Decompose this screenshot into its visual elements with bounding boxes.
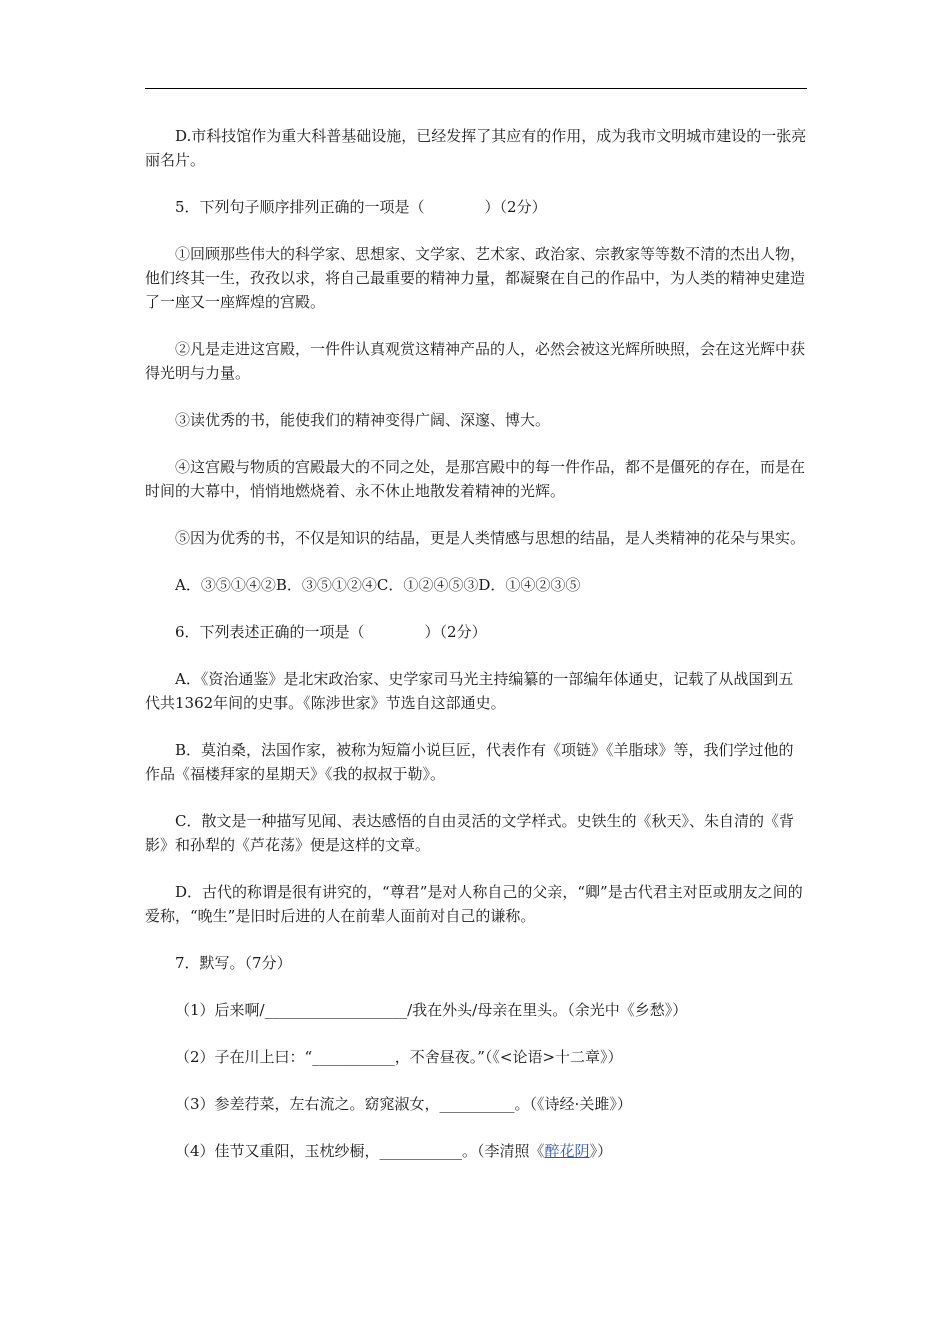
q7-item-4 <box>145 1139 807 1163</box>
q5-sentence-3: ③读优秀的书，能使我们的精神变得广阔、深邃、博大。 <box>175 411 551 429</box>
q5-options: A．③⑤①④②B．③⑤①②④C．①②④⑤③D．①④②③⑤ <box>175 576 581 594</box>
question-6-stem: 6．下列表述正确的一项是（ ）（2分） <box>175 623 487 641</box>
q5-sentence-5: ⑤因为优秀的书，不仅是知识的结晶，更是人类情感与思想的结晶，是人类精神的花朵与果实。 <box>175 529 806 547</box>
q5-sentence-1: ①回顾那些伟大的科学家、思想家、文学家、艺术家、政治家、宗教家等等数不清的杰出人物，他们终其一生，孜孜以求，将自己最重要的精神力量，都凝聚在自己的作品中，为人类的精神史建造了一座又一座辉煌的宫殿。 <box>145 245 806 311</box>
q7-item-2: （2）子在川上曰：“___________，不舍昼夜。”（《<论语>十二章》） <box>175 1048 623 1066</box>
header-rule <box>145 88 807 89</box>
q6-option-c: C．散文是一种描写见闻、表达感悟的自由灵活的文学样式。史铁生的《秋天》、朱自清的《背影》和孙犁的《芦花荡》便是这样的文章。 <box>145 812 794 854</box>
question-5-stem: 5．下列句子顺序排列正确的一项是（ ）（2分） <box>175 198 547 216</box>
q7-item-1: （1）后来啊/___________________/我在外头/母亲在里头。（余光中《乡愁》） <box>175 1001 688 1019</box>
q6-option-d: D．古代的称谓是很有讲究的，“尊君”是对人称自己的父亲，“卿”是古代君主对臣或朋友之间的爱称，“晚生”是旧时后进的人在前辈人面前对自己的谦称。 <box>145 883 803 925</box>
q6-option-b: B．莫泊桑，法国作家，被称为短篇小说巨匠，代表作有《项链》《羊脂球》等，我们学过他的作品《福楼拜家的星期天》《我的叔叔于勒》。 <box>145 741 794 783</box>
q6-option-a: A．《资治通鉴》是北宋政治家、史学家司马光主持编纂的一部编年体通史，记载了从战国到五代共1362年间的史事。《陈涉世家》节选自这部通史。 <box>145 670 794 712</box>
q5-sentence-2: ②凡是走进这宫殿，一件件认真观赏这精神产品的人，必然会被这光辉所映照，会在这光辉中获得光明与力量。 <box>145 340 806 382</box>
q5-sentence-4: ④这宫殿与物质的宫殿最大的不同之处，是那宫殿中的每一件作品，都不是僵死的存在，而是在时间的大幕中，悄悄地燃烧着、永不休止地散发着精神的光辉。 <box>145 458 806 500</box>
option-d-q4: D.市科技馆作为重大科普基础设施，已经发挥了其应有的作用，成为我市文明城市建设的一张亮丽名片。 <box>145 127 807 169</box>
zuihuayin-link[interactable]: 醉花阴 <box>544 1142 590 1160</box>
q7-item-3: （3）参差荇菜，左右流之。窈窕淑女，__________。（《诗经·关雎》） <box>175 1095 632 1113</box>
q7-item-4-after: 》） <box>589 1142 613 1160</box>
question-7-stem: 7．默写。（7分） <box>175 954 292 972</box>
document-body <box>145 124 807 1186</box>
q7-item-4-before: （4）佳节又重阳，玉枕纱橱，___________。（李清照《 <box>175 1142 545 1160</box>
